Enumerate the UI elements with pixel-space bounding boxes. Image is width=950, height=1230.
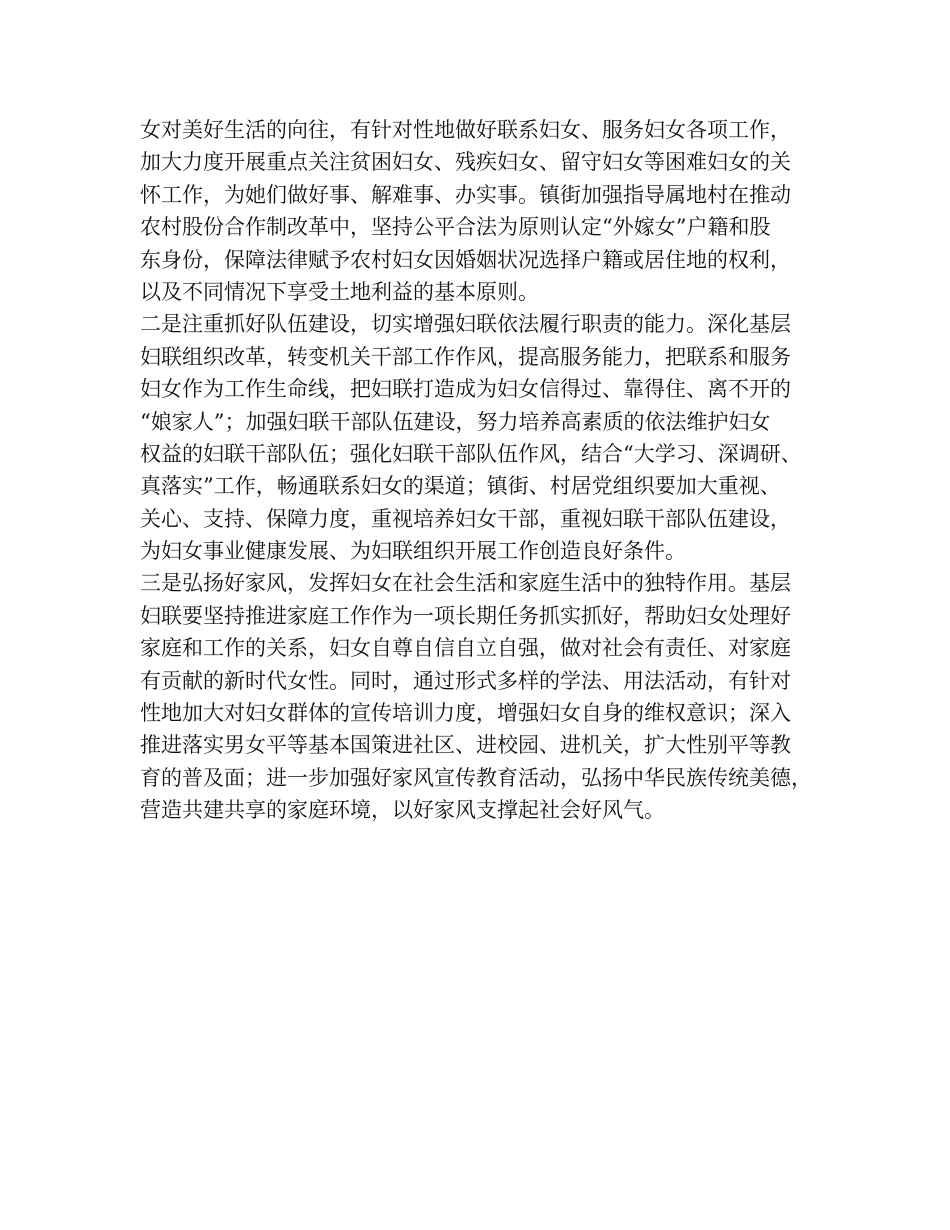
text-line: 真落实”工作，畅通联系妇女的渠道；镇街、村居党组织要加大重视、 [140, 474, 781, 499]
text-line: 权益的妇联干部队伍；强化妇联干部队伍作风，结合“大学习、深调研、 [140, 441, 802, 466]
text-line: 性地加大对妇女群体的宣传培训力度，增强妇女自身的维权意识；深入 [140, 701, 791, 726]
text-line: 关心、支持、保障力度，重视培养妇女干部，重视妇联干部队伍建设， [140, 506, 791, 531]
text-line: 推进落实男女平等基本国策进社区、进校园、进机关，扩大性别平等教 [140, 733, 791, 758]
text-line: 农村股份合作制改革中，坚持公平合法为原则认定“外嫁女”户籍和股 [140, 215, 771, 240]
text-line: 怀工作，为她们做好事、解难事、办实事。镇街加强指导属地村在推动 [140, 182, 791, 207]
text-line: 妇联组织改革，转变机关干部工作作风，提高服务能力，把联系和服务 [140, 344, 791, 369]
text-line: 以及不同情况下享受土地利益的基本原则。 [140, 279, 539, 304]
text-line: 东身份，保障法律赋予农村妇女因婚姻状况选择户籍或居住地的权利， [140, 247, 791, 272]
text-line: 育的普及面；进一步加强好家风宣传教育活动，弘扬中华民族传统美德， [140, 765, 812, 790]
text-line: 三是弘扬好家风，发挥妇女在社会生活和家庭生活中的独特作用。基层 [140, 571, 791, 596]
text-line: 为妇女事业健康发展、为妇联组织开展工作创造良好条件。 [140, 539, 686, 564]
text-line: 妇女作为工作生命线，把妇联打造成为妇女信得过、靠得住、离不开的 [140, 377, 791, 402]
text-line: 家庭和工作的关系，妇女自尊自信自立自强，做对社会有责任、对家庭 [140, 636, 791, 661]
text-line: 二是注重抓好队伍建设，切实增强妇联依法履行职责的能力。深化基层 [140, 312, 791, 337]
text-line: 女对美好生活的向往，有针对性地做好联系妇女、服务妇女各项工作， [140, 118, 791, 142]
text-line: 加大力度开展重点关注贫困妇女、残疾妇女、留守妇女等困难妇女的关 [140, 150, 791, 175]
text-line: 营造共建共享的家庭环境，以好家风支撑起社会好风气。 [140, 798, 665, 823]
text-line: 妇联要坚持推进家庭工作作为一项长期任务抓实抓好，帮助妇女处理好 [140, 603, 791, 628]
body-text [140, 114, 830, 827]
text-line: 有贡献的新时代女性。同时，通过形式多样的学法、用法活动，有针对 [140, 668, 791, 693]
text-line: “娘家人”；加强妇联干部队伍建设，努力培养高素质的依法维护妇女 [140, 409, 771, 434]
